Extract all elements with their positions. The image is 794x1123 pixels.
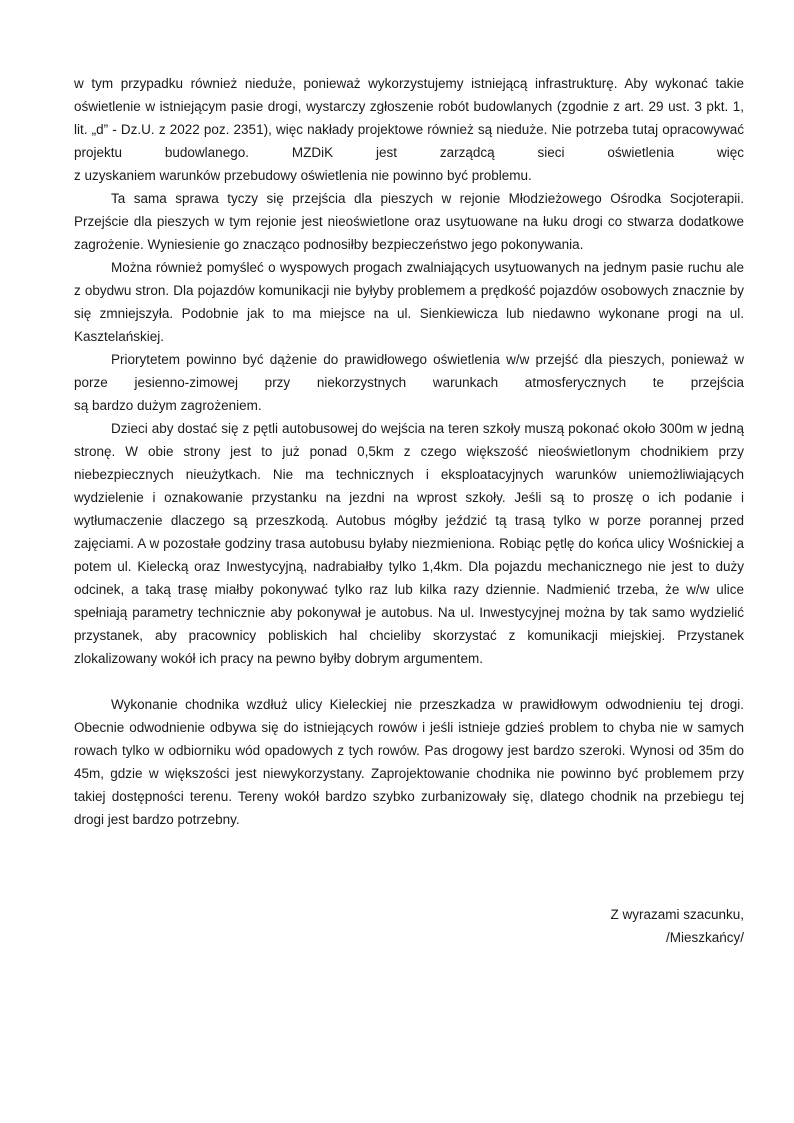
- paragraph-5: [74, 417, 744, 670]
- paragraph-4-segment-2: są bardzo dużym zagrożeniem.: [74, 398, 262, 413]
- paragraph-6: [74, 693, 744, 831]
- paragraph-4: [74, 348, 744, 417]
- closing-salutation: Z wyrazami szacunku,: [610, 907, 744, 922]
- paragraph-5-segment-1: Dzieci aby dostać się z pętli autobusowej do wejścia na teren szkoły muszą pokonać około 300m w jedną stronę. W obie strony jest to już ponad 0,5km z czego większość nieoświetlonym chodnikiem przy niebezpiecznych nieużytkach. Nie ma technicznych i eksploatacyjnych warunków uniemożliwiających wydzielenie i oznakowanie przystanku na jezdni na wprost szkoły. Jeśli są to proszę o ich podanie i wytłumaczenie dlaczego są przeszkodą. Autobus mógłby jeździć tą trasą tylko w porze porannej przed zajęciami. A w pozostałe godziny trasa autobusu byłaby niezmieniona. Robiąc pętlę do końca ulicy Wośnickiej a potem ul. Kielecką oraz Inwestycyjną, nadrabiałby tylko 1,4km. Dla pojazdu mechanicznego nie jest to duży odcinek, a taką trasę miałby pokonywać tylko raz lub kilka razy dziennie. Nadmienić trzeba, że w/w ulice spełniają parametry technicznie aby pokonywał je autobus. Na ul. Inwestycyjnej można by tak samo wydzielić przystanek, aby pracownicy pobliskich hal chcieliby skorzystać z komunikacji miejskiej. Przystanek zlokalizowany wokół ich pracy na pewno byłby dobrym argumentem.: [74, 421, 744, 666]
- paragraph-2-segment-1: Ta sama sprawa tyczy się przejścia dla pieszych w rejonie Młodzieżowego Ośrodka Socjoterapii. Przejście dla pieszych w tym rejonie jest nieoświetlone oraz usytuowane na łuku drogi co stwarza dodatkowe zagrożenie. Wyniesienie go znacząco podnosiłby bezpieczeństwo jego pokonywania.: [74, 191, 744, 252]
- paragraph-3: [74, 256, 744, 348]
- paragraph-1-segment-2: z uzyskaniem warunków przebudowy oświetlenia nie powinno być problemu.: [74, 168, 532, 183]
- paragraph-1: [74, 72, 744, 187]
- paragraph-4-segment-1: Priorytetem powinno być dążenie do prawidłowego oświetlenia w/w przejść dla pieszych, ponieważ w porze jesienno-zimowej przy niekorzystnych warunkach atmosferycznych te przejścia: [74, 352, 744, 390]
- closing-block: [74, 903, 744, 949]
- paragraph-1-segment-1: w tym przypadku również nieduże, ponieważ wykorzystujemy istniejącą infrastrukturę. Aby wykonać takie oświetlenie w istniejącym pasie drogi, wystarczy zgłoszenie robót budowlanych (zgodnie z art. 29 ust. 3 pkt. 1, lit. „d” - Dz.U. z 2022 poz. 2351), więc nakłady projektowe również są nieduże. Nie potrzeba tutaj opracowywać projektu budowlanego. MZDiK jest zarządcą sieci oświetlenia więc: [74, 76, 744, 160]
- paragraph-2: [74, 187, 744, 256]
- paragraph-6-segment-1: Wykonanie chodnika wzdłuż ulicy Kieleckiej nie przeszkadza w prawidłowym odwodnieniu tej drogi. Obecnie odwodnienie odbywa się do istniejących rowów i jeśli istnieje gdzieś problem to chyba nie w samych rowach tylko w odbiorniku wód opadowych z tych rowów. Pas drogowy jest bardzo szeroki. Wynosi od 35m do 45m, gdzie w większości jest niewykorzystany. Zaprojektowanie chodnika nie powinno być problemem przy takiej dostępności terenu. Tereny wokół bardzo szybko zurbanizowały się, dlatego chodnik na przebiegu tej drogi jest bardzo potrzebny.: [74, 697, 744, 827]
- paragraph-3-segment-1: Można również pomyśleć o wyspowych progach zwalniających usytuowanych na jednym pasie ruchu ale z obydwu stron. Dla pojazdów komunikacji nie byłyby problemem a prędkość pojazdów osobowych znacznie by się zmniejszyła. Podobnie jak to ma miejsce na ul. Sienkiewicza lub niedawno wykonane progi na ul. Kasztelańskiej.: [74, 260, 744, 344]
- closing-signature: /Mieszkańcy/: [665, 930, 744, 945]
